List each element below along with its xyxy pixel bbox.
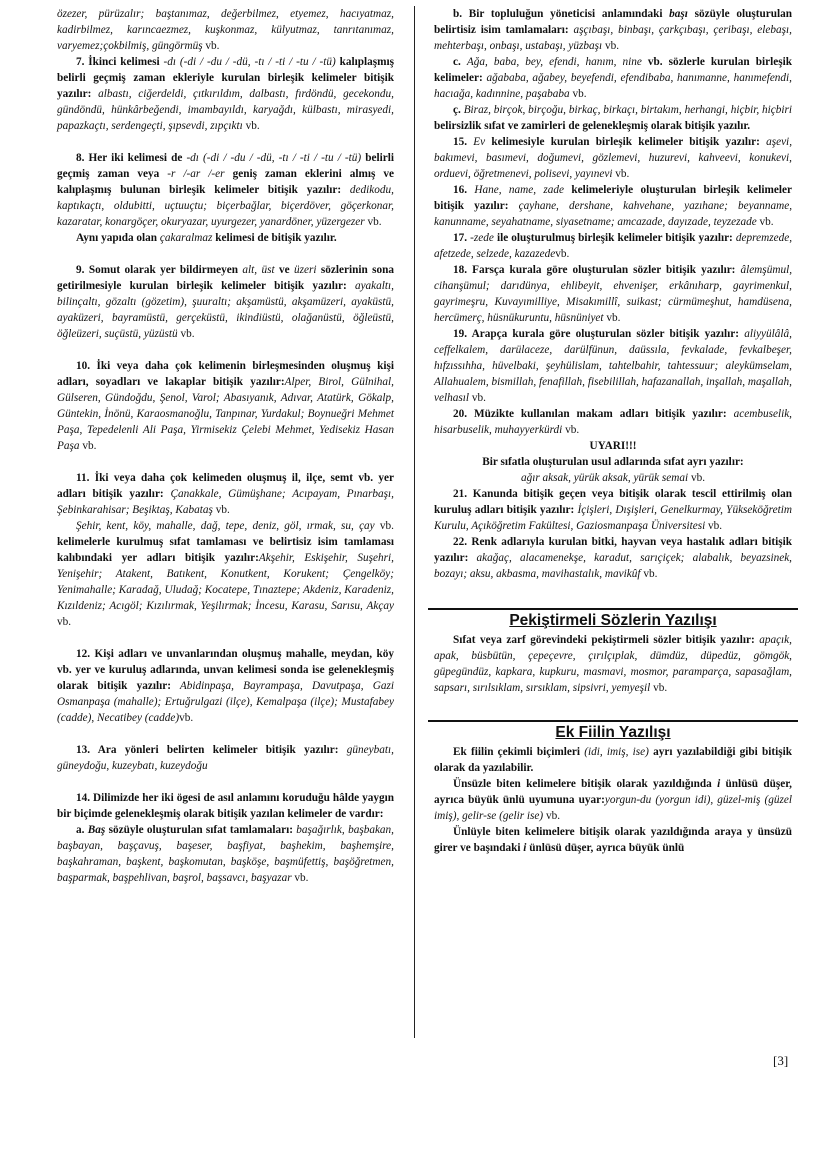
paragraph-8: 8. Her iki kelimesi de -dı (-di / -du / -dü, -tı / -ti / -tu / -tü) belirli geçmiş zaman veya -r /-ar /-er geniş zaman eklerini almış ve kalıplaşmış bulunan birleşik kelimeler bitişik yazılır: dedikodu, kaptıkaçtı, oldubitti, uçtuuçtu; biçerbağlar, biçerdöver, göçerkonar, kazaratar, konargöçer, okuryazar, uyurgezer, yanardöner, yüzergezer vb. — [57, 152, 394, 228]
paragraph-8-note: Aynı yapıda olan çakaralmaz kelimesi de bitişik yazılır. — [76, 232, 337, 244]
paragraph-18: 18. Farsça kurala göre oluşturulan sözler bitişik yazılır: âlemşümul, cihanşümul; darıdünya, ehlibeyit, ehvenişer, erkânıharp, gayrimenkul, gayrimeşru, Kuvayımilliye, Misakımillî, suikast; cürmümeşhut, hamdüsena, hercümerç, hüsnükuruntu, hüsnüniyet vb. — [434, 264, 793, 324]
paragraph-7: 7. İkinci kelimesi -dı (-di / -du / -dü, -tı / -ti / -tu / -tü) kalıplaşmış belirli geçmiş zaman ekleriyle kurulan birleşik kelimeler bitişik yazılır: albastı, ciğerdeldi, çıtkırıldım, dalbastı, fırdöndü, gecekondu, gündöndü, hünkârbeğendi, imambayıldı, karyağdı, külbastı, mirasyedi, papazkaçtı, serdengeçti, şıpsevdi, zıpçıktı vb. — [57, 56, 394, 132]
section-title: Ek Fiilin Yazılışı — [555, 724, 671, 741]
section-paragraph: Ek fiilin çekimli biçimleri (idi, imiş, ise) ayrı yazılabildiği gibi bitişik olarak da yazılabilir. — [434, 746, 793, 774]
section-paragraph: Ünlüyle biten kelimelere bitişik olarak yazıldığında araya y ünsüzü girer ve başındaki i ünlüsü düşer, ayrıca büyük ünlü — [434, 826, 792, 854]
page-number: [3] — [773, 1053, 789, 1068]
paragraph-21: 21. Kanunda bitişik geçen veya bitişik olarak tescil ettirilmiş olan kuruluş adları bitişik yazılır: İçişleri, Dışişleri, Genelkurmay, Yükseköğretim Kurulu, Açıköğretim Fakültesi, Gaziosmanpaşa Üniversitesi vb. — [434, 488, 793, 532]
section-paragraph: Sıfat veya zarf görevindeki pekiştirmeli sözler bitişik yazılır: apaçık, apak, büsbütün, çepeçevre, çırılçıplak, dümdüz, düpedüz, gömgök, güpegündüz, kapkara, kupkuru, masmavi, mosmor, paramparça, sapasağlam, sapsarı, sırılsıklam, sırsıklam, sipsivri, yemyeşil vb. — [434, 634, 792, 694]
warning-example: ağır aksak, yürük aksak, yürük semai vb. — [520, 472, 706, 484]
right-column — [434, 6, 792, 856]
section-paragraph: Ünsüzle biten kelimelere bitişik olarak yazıldığında i ünlüsü düşer, ayrıca büyük ünlü uyumuna uyar:yorgun-du (yorgun idi), güzel-miş (güzel imiş), gelir-se (gelir ise) vb. — [434, 778, 792, 822]
warning-heading: UYARI!!! — [589, 440, 637, 452]
paragraph-14a: a. Baş sözüyle oluşturulan sıfat tamlamaları: başağırlık, başbakan, başbayan, başçavuş, başeser, başfiyat, başhekim, başhemşire, başkahraman, başkent, başkomutan, başköşe, başmüfettiş, başöğretmen, başparmak, başpehlivan, başrol, başsavcı, başyazar vb. — [57, 824, 394, 884]
paragraph-17: 17. -zede ile oluşturulmuş birleşik kelimeler bitişik yazılır: depremzede, afetzede, selzede, kazazedevb. — [434, 232, 793, 260]
paragraph-14c: c. Ağa, baba, bey, efendi, hanım, nine vb. sözlerle kurulan birleşik kelimeler: ağababa, ağabey, beyefendi, efendibaba, hanımanne, hanımefendi, hacıağa, kadınnine, paşababa vb. — [434, 56, 793, 100]
warning-text: Bir sıfatla oluşturulan usul adlarında sıfat ayrı yazılır: — [482, 456, 744, 468]
paragraph-12: 12. Kişi adları ve unvanlarından oluşmuş mahalle, meydan, köy vb. yer ve kuruluş adlarında, unvan kelimesi sonda ise gelenekleşmiş olarak bitişik yazılır: Abidinpaşa, Bayrampaşa, Davutpaşa, Gazi Osmanpaşa (mahalle); Ertuğrulgazi (ilçe), Kemalpaşa (ilçe); Mustafabey (cadde), Necatibey (cadde)vb. — [57, 648, 395, 724]
paragraph-22: 22. Renk adlarıyla kurulan bitki, hayvan veya hastalık adları bitişik yazılır: akağaç, alacamenekşe, karadut, sarıçiçek; alabalık, beyazsinek, bozayı; aksu, akbasma, mavihastalık, mavikûf vb. — [434, 536, 792, 580]
paragraph-9: 9. Somut olarak yer bildirmeyen alt, üst ve üzeri sözlerinin sona getirilmesiyle kurulan birleşik kelimeler bitişik yazılır: ayakaltı, bilinçaltı, gözaltı (gözetim), şuuraltı; akşamüstü, akşamüzeri, ayaküstü, ayaküzeri, bayramüstü, gerçeküstü, ikindiüstü, olağanüstü, öğleüstü, öğleüzeri, suçüstü, yüzüstü vb. — [57, 264, 394, 340]
section-title: Pekiştirmeli Sözlerin Yazılışı — [509, 612, 717, 629]
paragraph-15: 15. Ev kelimesiyle kurulan birleşik kelimeler bitişik yazılır: aşevi, bakımevi, basımevi, doğumevi, gözlemevi, huzurevi, kahveevi, konukevi, orduevi, öğretmenevi, polisevi, yayınevi vb. — [434, 136, 792, 180]
paragraph-14d: ç. Biraz, birçok, birçoğu, birkaç, birkaçı, birtakım, herhangi, hiçbir, hiçbiri belirsizlik sıfat ve zamirleri de gelenekleşmiş olarak bitişik yazılır. — [434, 104, 793, 132]
paragraph-14b: b. Bir topluluğun yöneticisi anlamındaki başı sözüyle oluşturulan belirtisiz isim tamlamaları: aşçıbaşı, binbaşı, çarkçıbaşı, çeribaşı, elebaşı, mehterbaşı, onbaşı, ustabaşı, yüzbaşı vb. — [434, 8, 792, 52]
section-pekistirmeli — [434, 608, 792, 696]
paragraph-11: 11. İki veya daha çok kelimeden oluşmuş il, ilçe, semt vb. yer adları bitişik yazılır: Çanakkale, Gümüşhane; Acıpayam, Pınarbaşı, Şebinkarahisar; Beşiktaş, Kabataş vb. — [57, 472, 394, 516]
left-column — [57, 6, 394, 886]
paragraph-13: 13. Ara yönleri belirten kelimeler bitişik yazılır: güneybatı, güneydoğu, kuzeybatı, kuzeydoğu — [57, 744, 394, 772]
section-ek-fiil — [434, 720, 792, 856]
paragraph-intro-continuation: özezer, pürüzalır; baştanımaz, değerbilmez, etyemez, hacıyatmaz, kadirbilmez, karıncaezmez, kuşkonmaz, külyutmaz, tanrıtanımaz, varyemez;çokbilmiş, güngörmüş vb. — [57, 8, 394, 52]
paragraph-16: 16. Hane, name, zade kelimeleriyle oluşturulan birleşik kelimeler bitişik yazılır: çayhane, dershane, kahvehane, yazıhane; beyanname, kanunname, seyahatname, siyasetname; amcazade, dayızade, teyzezade vb. — [434, 184, 793, 228]
column-divider — [414, 6, 415, 1038]
paragraph-11-cont: Şehir, kent, köy, mahalle, dağ, tepe, deniz, göl, ırmak, su, çay vb. kelimelerle kurulmuş sıfat tamlaması ve belirtisiz isim tamlaması kalıbındaki yer adları bitişik yazılır:Akşehir, Eskişehir, Suşehri, Yenişehir; Atakent, Batıkent, Konutkent, Korukent; Çengelköy; Yenimahalle; Karadağ, Uludağ; Kocatepe, Tınaztepe; Akdeniz, Karadeniz, Kızıldeniz; Acıgöl; Kızılırmak, Yeşilırmak; İncesu, Karasu, Sarısu, Akçay vb. — [57, 520, 394, 628]
paragraph-19: 19. Arapça kurala göre oluşturulan sözler bitişik yazılır: aliyyülâlâ, ceffelkalem, darülaceze, darülfünun, daüssıla, fevkalade, fevkalbeşer, hıfzıssıhha, hüvelbaki, şeyhülislam, tahtelbahir, tahtessuur; aleykümselam, Allahualem, bismillah, fenafillah, fisebilillah, hafazanallah, inşallah, maşallah, velhasıl vb. — [434, 328, 792, 404]
paragraph-10: 10. İki veya daha çok kelimenin birleşmesinden oluşmuş kişi adları, soyadları ve lakaplar bitişik yazılır:Alper, Birol, Gülnihal, Gülseren, Gündoğdu, Şenol, Varol; Abasıyanık, Adıvar, Atatürk, Gökalp, Güntekin, İnönü, Karaosmanoğlu, Tanpınar, Yurdakul; Boynueğri Mehmet Paşa, Tepedelenli Ali Paşa, Yirmisekiz Çelebi Mehmet, Yedisekiz Hasan Paşa vb. — [57, 360, 394, 452]
paragraph-20: 20. Müzikte kullanılan makam adları bitişik yazılır: acembuselik, hisarbuselik, muhayyerkürdi vb. — [434, 408, 792, 436]
paragraph-14: 14. Dilimizde her iki ögesi de asıl anlamını koruduğu hâlde yaygın bir biçimde gelenekleşmiş olarak bitişik yazılan kelimeler de vardır: — [57, 792, 394, 820]
